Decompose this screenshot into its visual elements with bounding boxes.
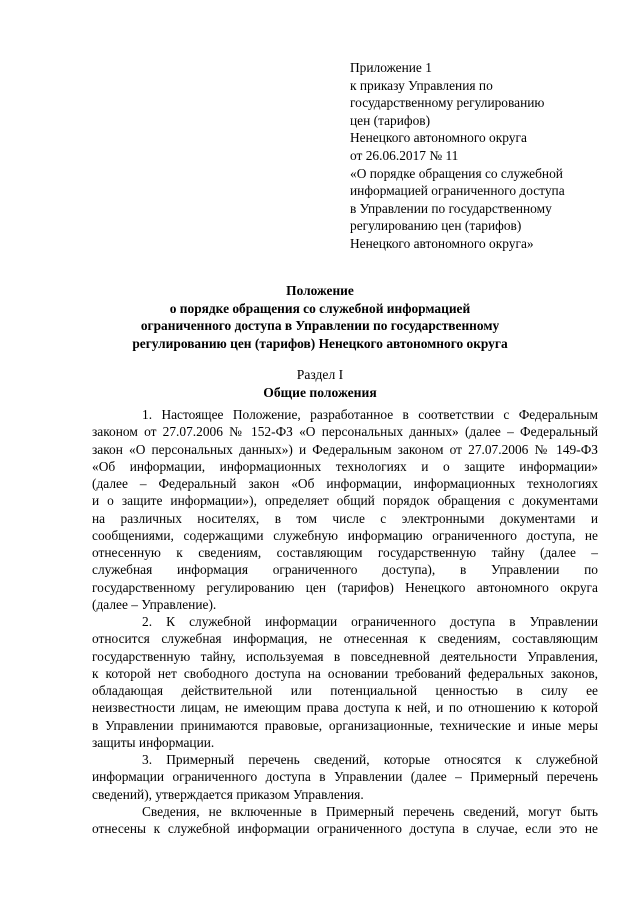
paragraph: [92, 613, 598, 751]
appendix-line: в Управлении по государственному: [350, 200, 552, 216]
text-line: 3. Примерный перечень сведений, которые относятся к служебной: [142, 752, 598, 767]
text-line: защиты информации.: [92, 734, 215, 750]
text-line: неизвестности лицам, не имеющим права доступа к ней, и по отношению к которой: [92, 700, 598, 716]
text-line: служебная информация ограниченного доступа), в Управлении по: [92, 562, 598, 578]
document-title: [100, 282, 540, 352]
appendix-reference: [350, 59, 590, 253]
paragraph: [92, 406, 598, 613]
text-line: закон «О персональных данных») и Федеральным законом от 27.07.2006 № 149-ФЗ: [92, 441, 598, 457]
text-line: (далее – Федеральный закон «Об информации, информационных технологиях: [92, 476, 598, 491]
text-line: обладающая действительной или потенциальной ценностью в силу ее: [92, 683, 598, 698]
section-heading: Общие положения: [263, 384, 377, 400]
appendix-line: государственному регулированию: [350, 95, 545, 111]
appendix-line: регулированию цен (тарифов): [350, 218, 522, 234]
text-line: государственному регулированию цен (тарифов) Ненецкого автономного округа: [92, 579, 598, 595]
text-line: на различных носителях, в том числе с электронными документами и: [92, 510, 598, 526]
text-line: 1. Настоящее Положение, разработанное в соответствии с Федеральным: [142, 407, 598, 422]
text-line: Сведения, не включенные в Примерный перечень сведений, могут быть: [142, 803, 598, 819]
title-line: регулированию цен (тарифов) Ненецкого автономного округа: [132, 335, 508, 351]
text-line: 2. К служебной информации ограниченного доступа в Управлении: [142, 614, 598, 629]
text-line: «Об информации, информационных технологиях и о защите информации»: [92, 458, 598, 474]
appendix-line: от 26.06.2017 № 11: [350, 147, 459, 163]
title-line: о порядке обращения со служебной информацией: [169, 300, 471, 316]
body-text: [92, 406, 598, 837]
appendix-line: Ненецкого автономного округа: [350, 130, 527, 146]
text-line: сообщениями, содержащими служебную информацию ограниченного доступа, не: [92, 527, 598, 543]
text-line: (далее – Управление).: [92, 596, 217, 612]
text-line: к которой нет свободного доступа на основании требований федеральных законов,: [92, 665, 598, 681]
text-line: в Управлении принимаются правовые, организационные, технические и иные меры: [92, 717, 598, 733]
appendix-line: к приказу Управления по: [350, 77, 493, 93]
section-header: [100, 366, 540, 401]
appendix-line: «О порядке обращения со служебной: [350, 165, 563, 181]
text-line: отнесенную к сведениям, составляющим государственную тайну (далее –: [92, 545, 598, 560]
appendix-line: информацией ограниченного доступа: [350, 183, 565, 199]
text-line: и о защите информации»), определяет общий порядок обращения с документами: [92, 493, 598, 509]
title-line: ограниченного доступа в Управлении по государственному: [140, 318, 500, 334]
text-line: относится служебная информация, не отнесенная к сведениям, составляющим: [92, 631, 598, 647]
paragraph: [92, 803, 598, 838]
text-line: сведений), утверждается приказом Управления.: [92, 786, 364, 802]
title-line: Положение: [286, 283, 354, 298]
text-line: отнесены к служебной информации ограниченного доступа в случае, если это не: [92, 821, 598, 836]
text-line: законом от 27.07.2006 № 152-ФЗ «О персональных данных» (далее – Федеральный: [92, 424, 598, 440]
appendix-line: Ненецкого автономного округа»: [350, 235, 534, 251]
text-line: государственную тайну, используемая в повседневной деятельности Управления,: [92, 648, 598, 664]
section-label: Раздел I: [296, 367, 344, 382]
text-line: информации ограниченного доступа в Управлении (далее – Примерный перечень: [92, 769, 598, 785]
paragraph: [92, 751, 598, 803]
appendix-line: цен (тарифов): [350, 112, 431, 128]
appendix-line: Приложение 1: [350, 60, 432, 75]
